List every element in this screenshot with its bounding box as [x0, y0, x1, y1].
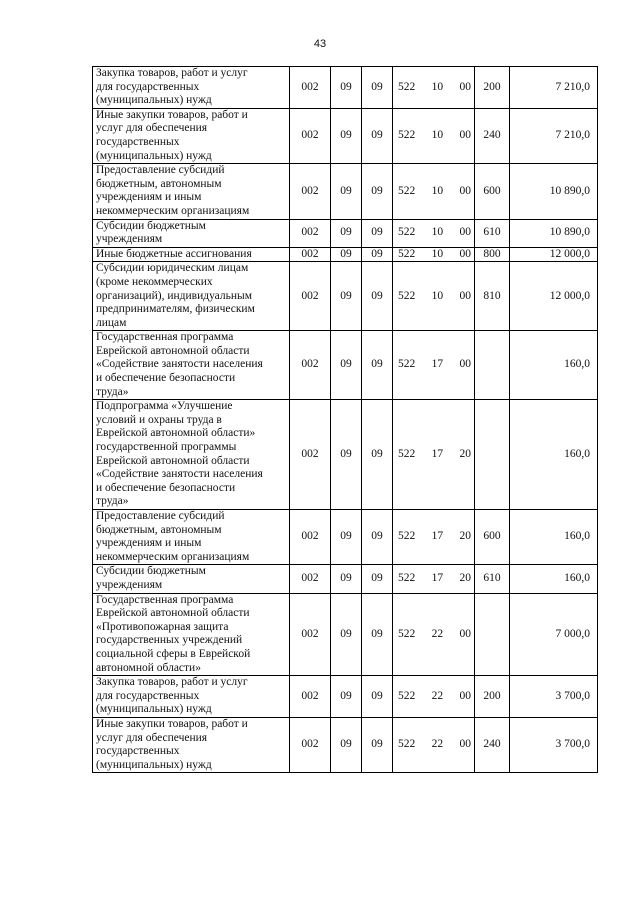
cell-ministry-code: 002	[290, 262, 331, 331]
cell-subsection-code: 09	[362, 717, 393, 772]
cell-target-article	[393, 164, 475, 219]
cell-subsection-code: 09	[362, 108, 393, 163]
target-article-part-2: 10	[431, 247, 444, 260]
cell-target-article	[393, 717, 475, 772]
cell-expense-type: 610	[475, 565, 510, 593]
cell-ministry-code: 002	[290, 108, 331, 163]
cell-target-article	[393, 262, 475, 331]
cell-section-code: 09	[331, 565, 362, 593]
cell-subsection-code: 09	[362, 676, 393, 718]
cell-section-code: 09	[331, 331, 362, 400]
cell-expense-type: 200	[475, 67, 510, 109]
table-row	[93, 400, 598, 510]
cell-ministry-code: 002	[290, 676, 331, 718]
cell-expense-type	[475, 400, 510, 510]
target-article-part-3: 00	[459, 689, 471, 702]
cell-amount: 7 210,0	[510, 67, 598, 109]
cell-amount: 7 210,0	[510, 108, 598, 163]
budget-table	[92, 66, 598, 773]
cell-section-code: 09	[331, 247, 362, 262]
cell-subsection-code: 09	[362, 510, 393, 565]
target-article-part-1: 522	[398, 226, 416, 239]
table-row	[93, 108, 598, 163]
cell-name: Предоставление субсидий бюджетным, автономным учреждениям и иным некоммерческим организациям	[93, 510, 290, 565]
cell-subsection-code: 09	[362, 593, 393, 676]
table-row	[93, 717, 598, 772]
target-article-part-2: 10	[431, 184, 444, 197]
cell-target-article	[393, 219, 475, 247]
cell-name: Государственная программа Еврейской автономной области «Противопожарная защита государственных учреждений социальной сферы в Еврейской автономной области»	[93, 593, 290, 676]
target-article-part-2: 22	[431, 627, 444, 640]
cell-name: Субсидии бюджетным учреждениям	[93, 565, 290, 593]
cell-ministry-code: 002	[290, 219, 331, 247]
cell-subsection-code: 09	[362, 331, 393, 400]
table-row	[93, 262, 598, 331]
target-article-part-3: 00	[459, 184, 471, 197]
cell-subsection-code: 09	[362, 565, 393, 593]
target-article-part-3: 00	[459, 226, 471, 239]
cell-section-code: 09	[331, 676, 362, 718]
target-article-part-1: 522	[398, 247, 416, 260]
cell-expense-type: 200	[475, 676, 510, 718]
cell-section-code: 09	[331, 108, 362, 163]
page-number: 43	[313, 38, 327, 50]
cell-amount: 12 000,0	[510, 247, 598, 262]
target-article-part-2: 10	[431, 80, 444, 93]
cell-amount: 160,0	[510, 510, 598, 565]
cell-amount: 160,0	[510, 565, 598, 593]
target-article-part-3: 00	[459, 247, 471, 260]
target-article-part-1: 522	[398, 447, 416, 460]
cell-expense-type: 240	[475, 108, 510, 163]
cell-target-article	[393, 593, 475, 676]
cell-target-article	[393, 331, 475, 400]
cell-name: Субсидии бюджетным учреждениям	[93, 219, 290, 247]
cell-expense-type: 610	[475, 219, 510, 247]
cell-ministry-code: 002	[290, 400, 331, 510]
target-article-part-3: 00	[459, 80, 471, 93]
cell-amount: 3 700,0	[510, 676, 598, 718]
table-row	[93, 565, 598, 593]
cell-subsection-code: 09	[362, 262, 393, 331]
cell-ministry-code: 002	[290, 331, 331, 400]
target-article-part-3: 20	[459, 572, 471, 585]
cell-target-article	[393, 247, 475, 262]
cell-expense-type: 240	[475, 717, 510, 772]
cell-name: Закупка товаров, работ и услуг для государственных (муниципальных) нужд	[93, 67, 290, 109]
cell-amount: 12 000,0	[510, 262, 598, 331]
cell-ministry-code: 002	[290, 510, 331, 565]
target-article-part-2: 17	[431, 358, 444, 371]
table-row	[93, 510, 598, 565]
target-article-part-1: 522	[398, 627, 416, 640]
cell-subsection-code: 09	[362, 247, 393, 262]
target-article-part-1: 522	[398, 358, 416, 371]
target-article-part-3: 00	[459, 627, 471, 640]
cell-name: Иные закупки товаров, работ и услуг для обеспечения государственных (муниципальных) нужд	[93, 108, 290, 163]
cell-target-article	[393, 67, 475, 109]
cell-subsection-code: 09	[362, 400, 393, 510]
target-article-part-1: 522	[398, 689, 416, 702]
table-row	[93, 331, 598, 400]
cell-expense-type	[475, 331, 510, 400]
cell-subsection-code: 09	[362, 219, 393, 247]
target-article-part-1: 522	[398, 129, 416, 142]
target-article-part-3: 20	[459, 447, 471, 460]
table-row	[93, 67, 598, 109]
cell-target-article	[393, 510, 475, 565]
target-article-part-2: 10	[431, 226, 444, 239]
cell-ministry-code: 002	[290, 565, 331, 593]
cell-expense-type: 800	[475, 247, 510, 262]
cell-target-article	[393, 108, 475, 163]
table-row	[93, 676, 598, 718]
cell-section-code: 09	[331, 67, 362, 109]
cell-ministry-code: 002	[290, 593, 331, 676]
target-article-part-3: 00	[459, 738, 471, 751]
table-row	[93, 164, 598, 219]
cell-expense-type: 810	[475, 262, 510, 331]
target-article-part-2: 17	[431, 530, 444, 543]
cell-ministry-code: 002	[290, 247, 331, 262]
cell-amount: 10 890,0	[510, 164, 598, 219]
cell-subsection-code: 09	[362, 164, 393, 219]
cell-expense-type: 600	[475, 510, 510, 565]
cell-name: Иные бюджетные ассигнования	[93, 247, 290, 262]
target-article-part-1: 522	[398, 80, 416, 93]
cell-amount: 160,0	[510, 331, 598, 400]
cell-ministry-code: 002	[290, 67, 331, 109]
cell-name: Закупка товаров, работ и услуг для государственных (муниципальных) нужд	[93, 676, 290, 718]
target-article-part-1: 522	[398, 530, 416, 543]
cell-target-article	[393, 400, 475, 510]
table-row	[93, 219, 598, 247]
cell-section-code: 09	[331, 164, 362, 219]
target-article-part-3: 00	[459, 358, 471, 371]
target-article-part-1: 522	[398, 572, 416, 585]
target-article-part-3: 20	[459, 530, 471, 543]
target-article-part-2: 17	[431, 572, 444, 585]
cell-name: Иные закупки товаров, работ и услуг для обеспечения государственных (муниципальных) нужд	[93, 717, 290, 772]
target-article-part-3: 00	[459, 289, 471, 302]
target-article-part-1: 522	[398, 184, 416, 197]
target-article-part-1: 522	[398, 738, 416, 751]
target-article-part-1: 522	[398, 289, 416, 302]
cell-expense-type: 600	[475, 164, 510, 219]
cell-amount: 3 700,0	[510, 717, 598, 772]
cell-section-code: 09	[331, 219, 362, 247]
cell-subsection-code: 09	[362, 67, 393, 109]
cell-name: Предоставление субсидий бюджетным, автономным учреждениям и иным некоммерческим организациям	[93, 164, 290, 219]
cell-amount: 10 890,0	[510, 219, 598, 247]
table-row	[93, 593, 598, 676]
cell-name: Подпрограмма «Улучшение условий и охраны труда в Еврейской автономной области» государственной программы Еврейской автономной области «Содействие занятости населения и обеспечение безопасности труда»	[93, 400, 290, 510]
cell-section-code: 09	[331, 510, 362, 565]
cell-name: Государственная программа Еврейской автономной области «Содействие занятости населения и обеспечение безопасности труда»	[93, 331, 290, 400]
cell-section-code: 09	[331, 400, 362, 510]
cell-section-code: 09	[331, 262, 362, 331]
cell-section-code: 09	[331, 717, 362, 772]
target-article-part-2: 22	[431, 689, 444, 702]
cell-name: Субсидии юридическим лицам (кроме некоммерческих организаций), индивидуальным предпринимателям, физическим лицам	[93, 262, 290, 331]
target-article-part-2: 10	[431, 289, 444, 302]
target-article-part-3: 00	[459, 129, 471, 142]
cell-ministry-code: 002	[290, 717, 331, 772]
target-article-part-2: 17	[431, 447, 444, 460]
cell-expense-type	[475, 593, 510, 676]
cell-target-article	[393, 565, 475, 593]
cell-amount: 7 000,0	[510, 593, 598, 676]
cell-ministry-code: 002	[290, 164, 331, 219]
cell-target-article	[393, 676, 475, 718]
cell-section-code: 09	[331, 593, 362, 676]
cell-amount: 160,0	[510, 400, 598, 510]
target-article-part-2: 10	[431, 129, 444, 142]
target-article-part-2: 22	[431, 738, 444, 751]
table-row	[93, 247, 598, 262]
